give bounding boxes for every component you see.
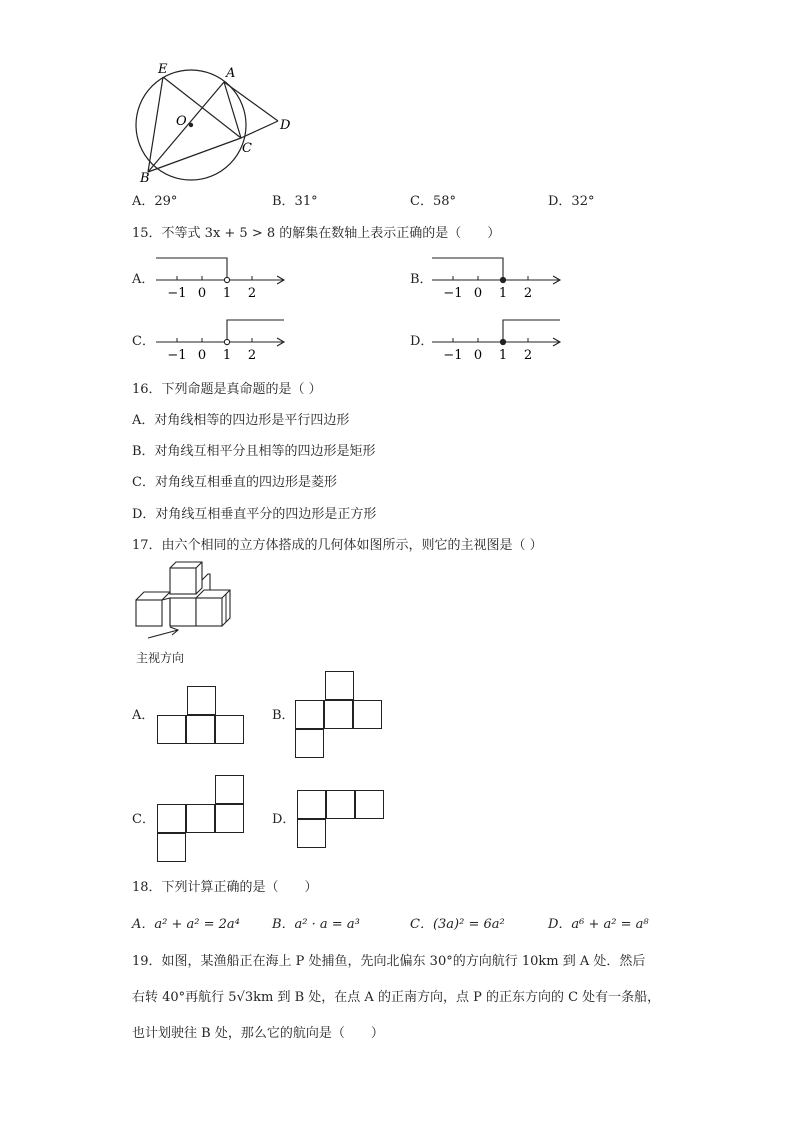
tick-label: 0 — [473, 286, 483, 301]
tick-label: 1 — [222, 286, 232, 301]
label-A: A — [226, 66, 236, 81]
tick-label: −1 — [167, 286, 187, 301]
q15-label-a[interactable]: A． — [132, 272, 155, 287]
q16-option-a[interactable]: A．对角线相等的四边形是平行四边形 — [132, 413, 350, 428]
tick-label: 2 — [247, 348, 257, 363]
q15-stem: 15．不等式 3x + 5 > 8 的解集在数轴上表示正确的是（ ） — [132, 226, 501, 241]
q14-option-b[interactable]: B．31° — [272, 194, 318, 209]
q14-circle-figure — [128, 60, 303, 185]
q17-label-c[interactable]: C． — [132, 812, 155, 827]
q18-stem: 18．下列计算正确的是（ ） — [132, 880, 318, 895]
label-C: C — [242, 141, 252, 156]
tick-label: −1 — [443, 286, 463, 301]
q16-option-c[interactable]: C．对角线互相垂直的四边形是菱形 — [132, 475, 337, 490]
q15-label-d[interactable]: D． — [410, 334, 434, 349]
q17-stem: 17．由六个相同的立方体搭成的几何体如图所示，则它的主视图是（ ） — [132, 538, 543, 553]
q14-option-d[interactable]: D．32° — [548, 194, 595, 209]
tick-label: 1 — [222, 348, 232, 363]
q15-numberline-b[interactable] — [428, 252, 568, 302]
q15-numberline-a[interactable] — [152, 252, 292, 302]
q17-label-d[interactable]: D． — [272, 812, 296, 827]
label-B: B — [140, 171, 150, 185]
q18-option-a[interactable]: A．a² + a² = 2a⁴ — [132, 917, 240, 932]
open-point — [224, 339, 229, 344]
tick-label: 1 — [498, 348, 508, 363]
label-D: D — [280, 118, 291, 133]
tick-label: 2 — [523, 286, 533, 301]
q14-option-a[interactable]: A．29° — [132, 194, 178, 209]
q15-label-b[interactable]: B． — [410, 272, 433, 287]
q15-numberline-c[interactable] — [152, 314, 292, 364]
q17-label-a[interactable]: A． — [132, 708, 155, 723]
label-E: E — [158, 62, 168, 77]
q17-option-b-figure[interactable] — [295, 671, 385, 761]
tick-label: 2 — [523, 348, 533, 363]
q19-line-3: 也计划驶往 B 处，那么它的航向是（ ） — [132, 1026, 384, 1041]
tick-label: 0 — [197, 348, 207, 363]
q15-numberline-d[interactable] — [428, 314, 568, 364]
q16-option-d[interactable]: D．对角线互相垂直平分的四边形是正方形 — [132, 507, 377, 522]
tick-label: 0 — [473, 348, 483, 363]
tick-label: 1 — [498, 286, 508, 301]
q16-stem: 16．下列命题是真命题的是（ ） — [132, 382, 322, 397]
solution-ray — [432, 258, 503, 280]
q17-option-a-figure[interactable] — [157, 686, 247, 746]
q16-option-b[interactable]: B．对角线互相平分且相等的四边形是矩形 — [132, 444, 376, 459]
q18-option-c[interactable]: C．(3a)² = 6a² — [410, 917, 505, 932]
q14-option-c[interactable]: C．58° — [410, 194, 456, 209]
q17-cube-solid-figure — [130, 560, 240, 640]
tick-label: −1 — [443, 348, 463, 363]
q18-option-b[interactable]: B．a² · a = a³ — [272, 917, 360, 932]
closed-point — [500, 339, 505, 344]
q19-line-1: 19．如图，某渔船正在海上 P 处捕鱼，先向北偏东 30°的方向航行 10km 到 A 处．然后 — [132, 954, 646, 969]
q19-line-2: 右转 40°再航行 5√3km 到 B 处，在点 A 的正南方向，点 P 的正东方向的 C 处有一条船， — [132, 990, 661, 1005]
open-point — [224, 277, 229, 282]
solution-ray — [156, 258, 227, 280]
q18-option-d[interactable]: D．a⁶ + a² = a⁸ — [548, 917, 649, 932]
tick-label: 0 — [197, 286, 207, 301]
closed-point — [500, 277, 505, 282]
q17-direction-label: 主视方向 — [136, 651, 185, 665]
q15-label-c[interactable]: C． — [132, 334, 155, 349]
solution-ray — [503, 320, 560, 342]
solution-ray — [227, 320, 284, 342]
q17-option-c-figure[interactable] — [157, 775, 247, 865]
q17-option-d-figure[interactable] — [297, 790, 387, 850]
label-O: O — [176, 114, 187, 129]
q17-label-b[interactable]: B． — [272, 708, 295, 723]
tick-label: −1 — [167, 348, 187, 363]
tick-label: 2 — [247, 286, 257, 301]
